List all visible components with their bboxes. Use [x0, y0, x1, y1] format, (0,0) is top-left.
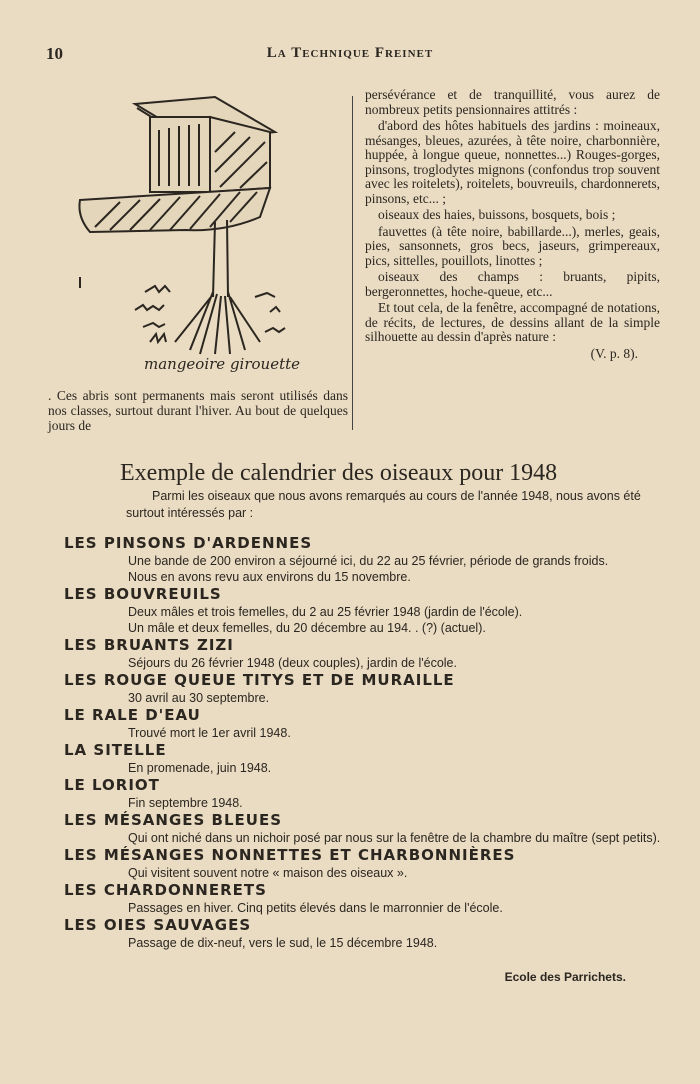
entry-line: Séjours du 26 février 1948 (deux couples), jardin de l'école.	[128, 656, 457, 670]
illustration-caption: mangeoire girouette	[144, 355, 301, 373]
bird-name: LES MÉSANGES BLEUES	[64, 811, 283, 829]
entry-line: Trouvé mort le 1er avril 1948.	[128, 726, 291, 740]
entry-line: Fin septembre 1948.	[128, 796, 243, 810]
bird-entry	[64, 636, 664, 671]
calendar-title: Exemple de calendrier des oiseaux pour 1948	[120, 460, 558, 486]
bird-entry	[64, 706, 664, 741]
bird-name: LES MÉSANGES NONNETTES ET CHARBONNIÈRES	[64, 846, 516, 864]
school-signature: Ecole des Parrichets.	[504, 970, 626, 984]
bird-name: LES OIES SAUVAGES	[64, 916, 252, 934]
bird-name: LES ROUGE QUEUE TITYS ET DE MURAILLE	[64, 671, 455, 689]
column-divider	[352, 96, 353, 430]
bird-entry	[64, 671, 664, 706]
bird-entry	[64, 534, 664, 585]
running-title: La Technique Freinet	[266, 45, 434, 61]
bird-entry	[64, 916, 664, 951]
calendar-intro: Parmi les oiseaux que nous avons remarqués au cours de l'année 1948, nous avons été surtout intéressés par :	[126, 489, 641, 520]
paragraph: oiseaux des haies, buissons, bosquets, bois ;	[378, 207, 616, 222]
bird-entry	[64, 776, 664, 811]
bird-entry	[64, 811, 664, 846]
entry-line: Qui ont niché dans un nichoir posé par nous sur la fenêtre de la chambre du maître (sept petits).	[128, 831, 661, 845]
paragraph: Et tout cela, de la fenêtre, accompagné de notations, de récits, de lectures, de dessins allant de la simple silhouette au dessin d'après nature :	[365, 300, 660, 344]
entry-line: Passages en hiver. Cinq petits élevés dans le marronnier de l'école.	[128, 901, 503, 915]
right-column	[365, 88, 660, 361]
paragraph: persévérance et de tranquillité, vous aurez de nombreux petits pensionnaires attitrés :	[365, 87, 660, 117]
entry-line: Deux mâles et trois femelles, du 2 au 25 février 1948 (jardin de l'école).	[128, 605, 523, 619]
bird-entry	[64, 741, 664, 776]
bird-entry	[64, 585, 664, 636]
left-column-text: . Ces abris sont permanents mais seront utilisés dans nos classes, surtout durant l'hiver. Au bout de quelques jours de	[48, 388, 348, 433]
paragraph: fauvettes (à tête noire, babillarde...), merles, geais, pies, sansonnets, gros becs, jaseurs, grimpereaux, pics, sittelles, pouillots, linottes ;	[365, 223, 660, 268]
bird-entry	[64, 846, 664, 881]
entry-line: Qui visitent souvent notre « maison des oiseaux ».	[128, 866, 408, 880]
entry-line: Un mâle et deux femelles, du 20 décembre au 194. . (?) (actuel).	[128, 621, 486, 635]
bird-name: LE LORIOT	[64, 776, 160, 794]
page-reference: (V. p. 8).	[590, 345, 638, 361]
bird-entry	[64, 881, 664, 916]
bird-name: LE RALE D'EAU	[64, 706, 201, 724]
page-number: 10	[46, 44, 63, 63]
bird-name: LES BRUANTS ZIZI	[64, 636, 234, 654]
entry-line: En promenade, juin 1948.	[128, 761, 272, 775]
entry-line: Passage de dix-neuf, vers le sud, le 15 décembre 1948.	[128, 936, 438, 950]
bird-name: LES CHARDONNERETS	[64, 881, 267, 899]
bird-name: LA SITELLE	[64, 741, 167, 759]
entry-line: Nous en avons revu aux environs du 15 novembre.	[128, 570, 411, 584]
bird-name: LES BOUVREUILS	[64, 585, 222, 603]
paragraph: d'abord des hôtes habituels des jardins : moineaux, mésanges, bleues, azurées, à tête noire, charbonnière, huppée, à longue queue, nonnettes...) Rouges-gorges, pinsons, troglodytes mignons (confondus trop souvent avec les roitelets), roitelets, bouvreuils, chardonnerets, pinsons, etc... ;	[365, 118, 660, 206]
entry-line: 30 avril au 30 septembre.	[128, 691, 270, 705]
paragraph: oiseaux des champs : bruants, pipits, bergeronnettes, hoche-queue, etc...	[365, 269, 660, 299]
bird-name: LES PINSONS D'ARDENNES	[64, 534, 313, 552]
bird-entries	[64, 534, 664, 951]
entry-line: Une bande de 200 environ a séjourné ici, du 22 au 25 février, période de grands froids.	[128, 554, 609, 568]
bird-feeder-illustration	[75, 92, 340, 382]
